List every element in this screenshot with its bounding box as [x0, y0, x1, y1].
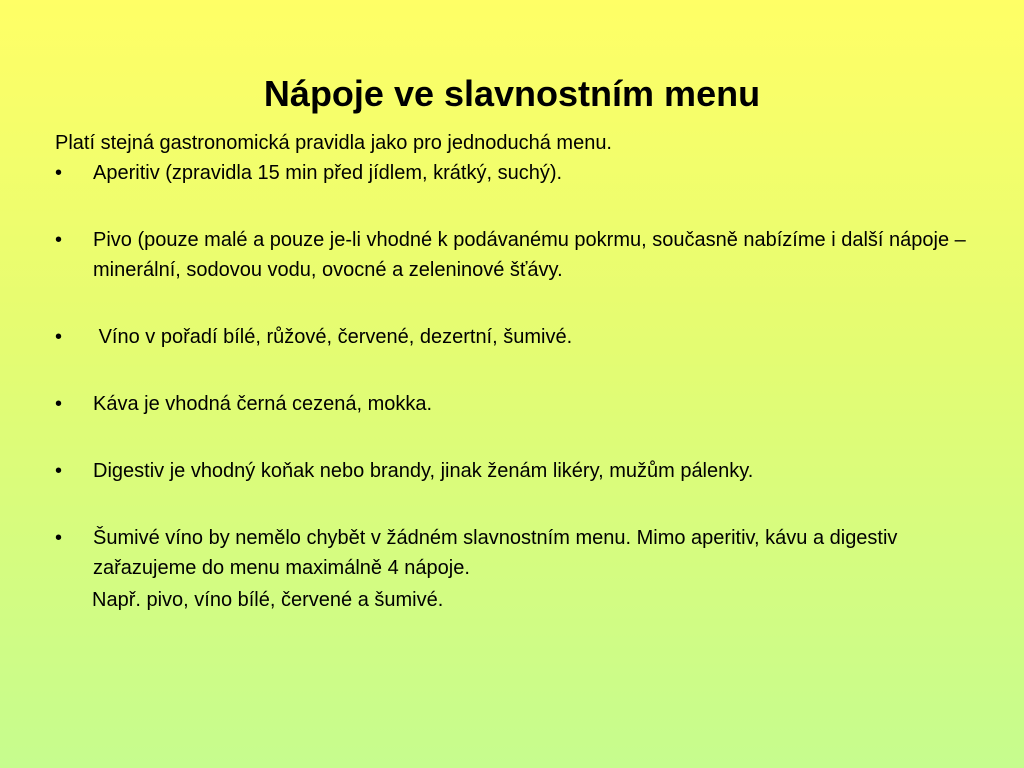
intro-text: Platí stejná gastronomická pravidla jako pro jednoduchá menu.	[55, 132, 612, 154]
slide-body	[55, 128, 985, 615]
bullet-item-sumive-vino	[55, 523, 985, 583]
bullet-text: Šumivé víno by nemělo chybět v žádném slavnostním menu. Mimo aperitiv, kávu a digestiv zařazujeme do menu maximálně 4 nápoje.	[93, 527, 898, 579]
bullet-item-aperitiv	[55, 158, 985, 188]
bullet-text: Pivo (pouze malé a pouze je-li vhodné k podávanému pokrmu, současně nabízíme i další nápoje – minerální, sodovou vodu, ovocné a zeleninové šťávy.	[93, 229, 966, 281]
bullet-icon: •	[55, 162, 63, 184]
bullet-icon: •	[55, 460, 63, 482]
bullet-icon: •	[55, 393, 63, 415]
slide-title: Nápoje ve slavnostním menu	[263, 73, 761, 114]
bullet-text: Víno v pořadí bílé, růžové, červené, dezertní, šumivé.	[93, 326, 573, 348]
bullet-text: Káva je vhodná černá cezená, mokka.	[93, 393, 433, 415]
bullet-item-digestiv	[55, 456, 985, 486]
bullet-icon: •	[55, 527, 63, 549]
bullet-text: Aperitiv (zpravidla 15 min před jídlem, krátký, suchý).	[93, 162, 563, 184]
example-note: Např. pivo, víno bílé, červené a šumivé.	[92, 589, 444, 611]
bullet-list	[55, 158, 985, 583]
bullet-item-kava	[55, 389, 985, 419]
bullet-text: Digestiv je vhodný koňak nebo brandy, jinak ženám likéry, mužům pálenky.	[93, 460, 754, 482]
bullet-item-pivo	[55, 225, 985, 285]
bullet-icon: •	[55, 326, 63, 348]
bullet-item-vino	[55, 322, 985, 352]
bullet-icon: •	[55, 229, 63, 251]
